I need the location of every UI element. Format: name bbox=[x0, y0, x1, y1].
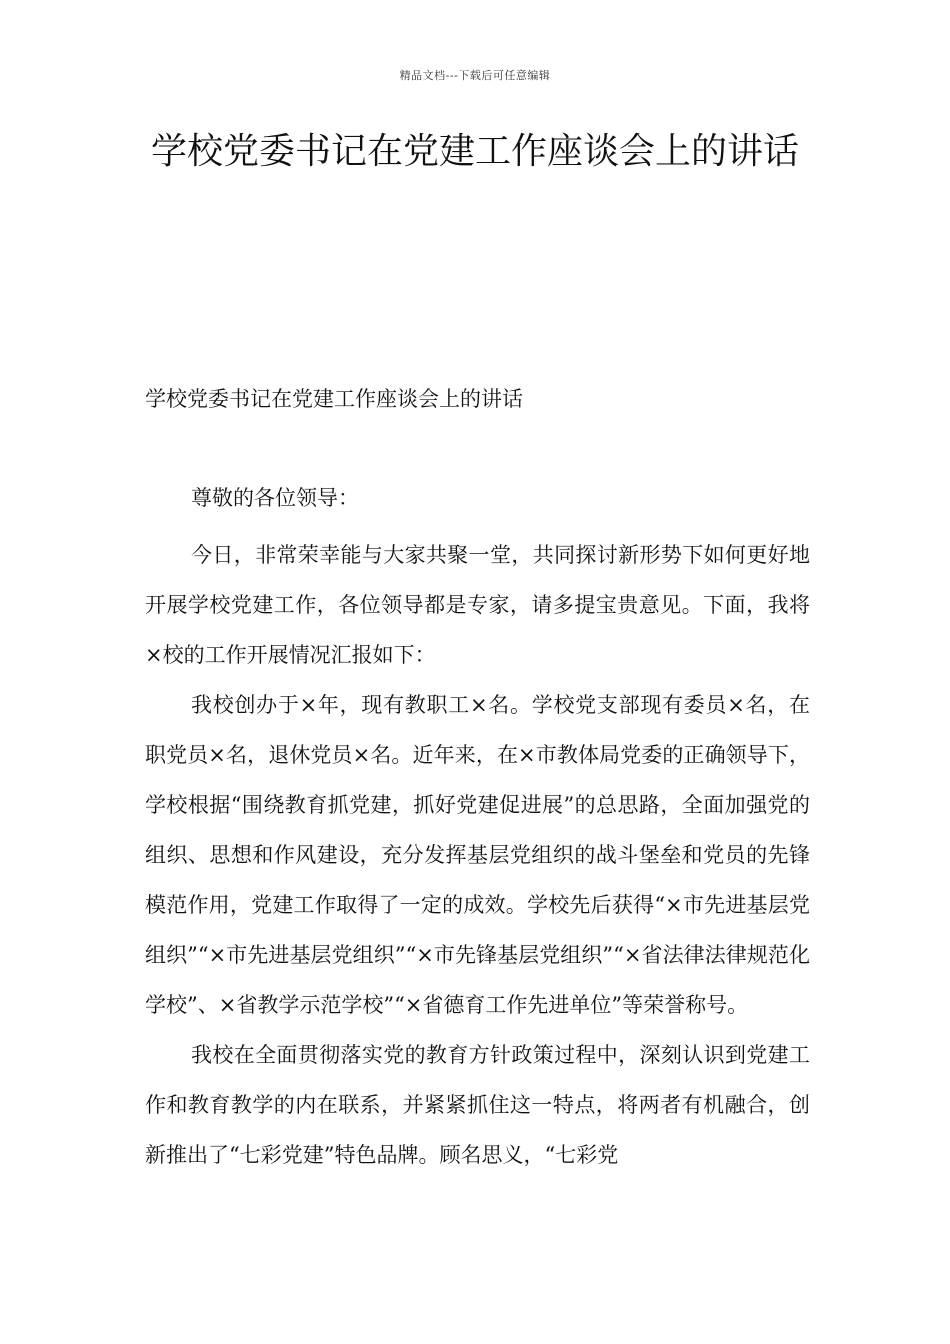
document-title: 学校党委书记在党建工作座谈会上的讲话 bbox=[150, 131, 799, 172]
paragraph: 我校创办于×年，现有教职工×名。学校党支部现有委员×名，在职党员×名，退休党员×名。近年来，在×市教体局党委的正确领导下，学校根据“围绕教育抓党建，抓好党建促进展”的总思路，全面加强党的组织、思想和作风建设，充分发挥基层党组织的战斗堡垒和党员的先锋模范作用，党建工作取得了一定的成效。学校先后获得“×市先进基层党组织”“×市先进基层党组织”“×市先锋基层党组织”“×省法律法律规范化学校”、×省教学示范学校”“×省德育工作先进单位”等荣誉称号。 bbox=[145, 693, 810, 1017]
document-body bbox=[145, 530, 810, 1180]
paragraph: 今日，非常荣幸能与大家共聚一堂，共同探讨新形势下如何更好地开展学校党建工作，各位领导都是专家，请多提宝贵意见。下面，我将×校的工作开展情况汇报如下： bbox=[145, 543, 810, 667]
paragraph: 我校在全面贯彻落实党的教育方针政策过程中，深刻认识到党建工作和教育教学的内在联系，并紧紧抓住这一特点，将两者有机融合，创新推出了“七彩党建”特色品牌。顾名思义，“七彩党 bbox=[145, 1043, 810, 1167]
salutation: 尊敬的各位领导： bbox=[191, 486, 359, 510]
header-note: 精品文档---下载后可任意编辑 bbox=[399, 69, 551, 82]
document-subtitle: 学校党委书记在党建工作座谈会上的讲话 bbox=[145, 387, 523, 411]
